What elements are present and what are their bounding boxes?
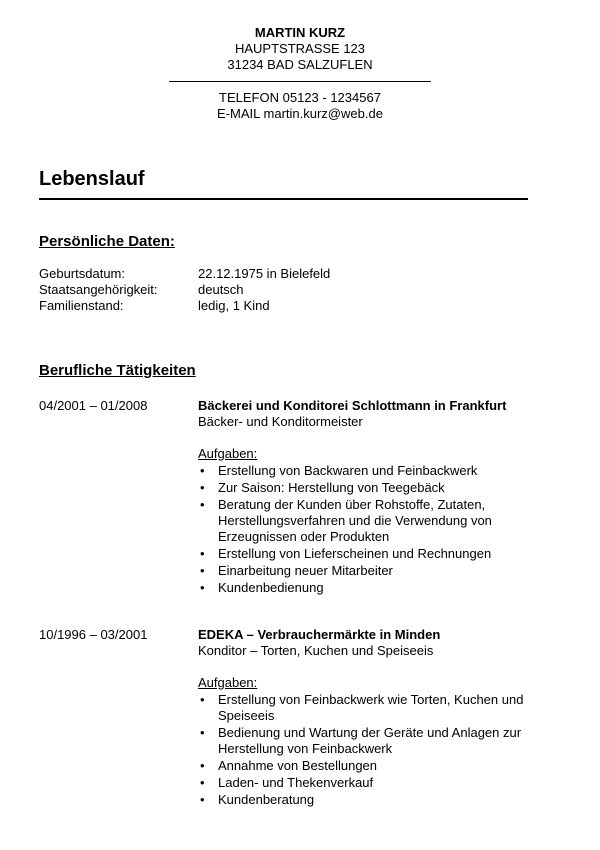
personal-label: Geburtsdatum: [39,266,125,281]
letterhead [0,25,600,122]
personal-value: ledig, 1 Kind [198,298,270,313]
applicant-name: MARTIN KURZ [254,25,346,40]
task-list [198,692,553,808]
task-item: • Bedienung und Wartung der Geräte und Anlagen zur Herstellung von Feinbackwerk [198,725,553,757]
personal-label: Familienstand: [39,298,124,313]
task-item: • Kundenbedienung [198,580,553,596]
task-item: • Zur Saison: Herstellung von Teegebäck [198,480,553,496]
job-dates: 10/1996 – 03/2001 [39,627,148,642]
task-item: • Laden- und Thekenverkauf [198,775,553,791]
job-details [198,627,553,808]
personal-label: Staatsangehörigkeit: [39,282,158,297]
task-item: • Einarbeitung neuer Mitarbeiter [198,563,553,579]
header-divider [169,81,431,82]
job-position: Konditor – Torten, Kuchen und Speiseeis [198,643,434,658]
tasks-label: Aufgaben: [198,675,258,690]
title-divider [39,198,528,200]
job-details [198,398,553,596]
task-item: • Erstellung von Lieferscheinen und Rechnungen [198,546,553,562]
personal-value: 22.12.1975 in Bielefeld [198,266,331,281]
task-item: • Erstellung von Backwaren und Feinbackwerk [198,463,553,479]
section-heading-personal: Persönliche Daten: [39,233,175,250]
section-heading-career: Berufliche Tätigkeiten [39,362,196,379]
job-position: Bäcker- und Konditormeister [198,414,363,429]
task-list [198,463,553,596]
job-employer: EDEKA – Verbrauchermärkte in Minden [198,627,441,642]
job-dates: 04/2001 – 01/2008 [39,398,148,413]
task-item: • Annahme von Bestellungen [198,758,553,774]
task-item: • Beratung der Kunden über Rohstoffe, Zutaten, Herstellungsverfahren und die Verwendung von Erzeugnissen oder Produkten [198,497,553,545]
document-title: Lebenslauf [39,168,145,190]
tasks-label: Aufgaben: [198,446,258,461]
task-item: • Kundenberatung [198,792,553,808]
job-employer: Bäckerei und Konditorei Schlottmann in Frankfurt [198,398,507,413]
address-street: HAUPTSTRASSE 123 [234,41,366,56]
phone-number: TELEFON 05123 - 1234567 [219,90,381,105]
task-item: • Erstellung von Feinbackwerk wie Torten, Kuchen und Speiseeis [198,692,553,724]
personal-value: deutsch [198,282,244,297]
email-address: E-MAIL martin.kurz@web.de [217,106,383,121]
address-city: 31234 BAD SALZUFLEN [227,57,373,72]
